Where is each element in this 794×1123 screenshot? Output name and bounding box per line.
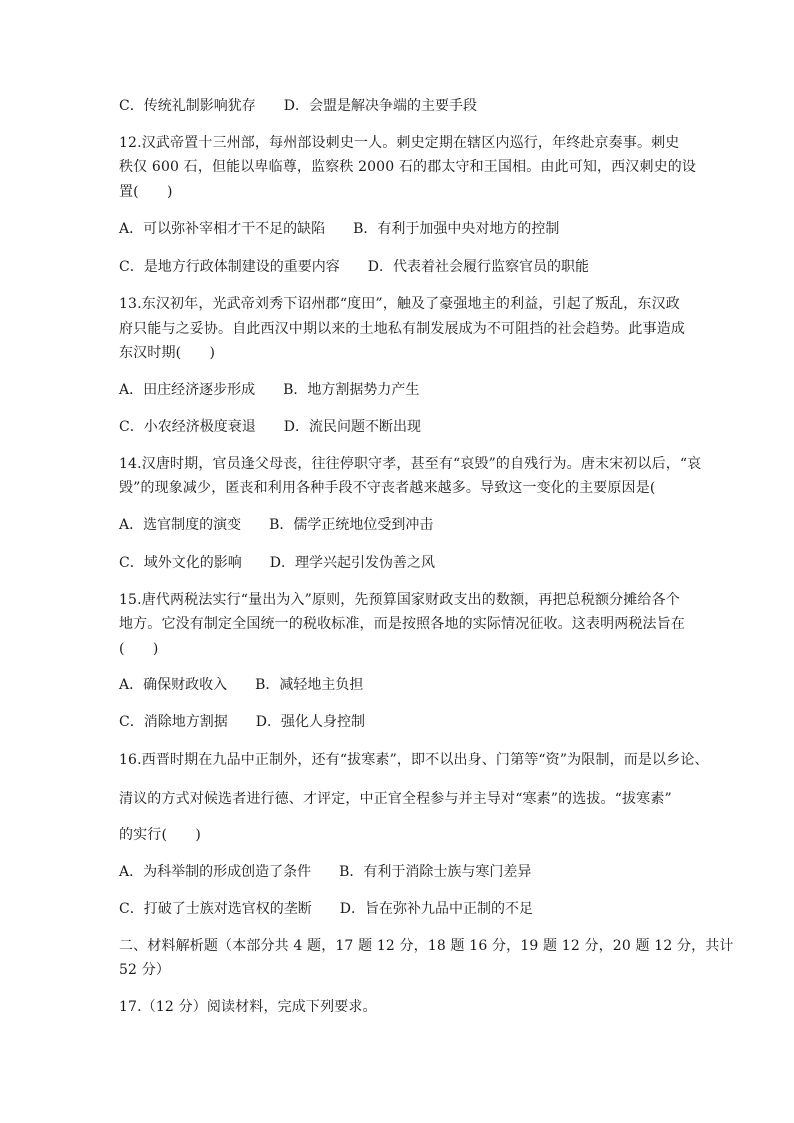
q12-options-ab	[119, 218, 679, 240]
q15-stem-line-2: 地方。它没有制定全国统一的税收标准，而是按照各地的实际情况征收。这表明两税法旨在	[119, 616, 685, 632]
q16-option-b: B．有利于消除士族与寒门差异	[339, 864, 532, 880]
q13-stem-line-3: 东汉时期( )	[119, 345, 216, 361]
q14-options-ab	[119, 514, 679, 536]
q14-option-a: A．选官制度的演变	[119, 517, 242, 533]
q16-stem-line-2: 清议的方式对候选者进行德、才评定，中正官全程参与并主导对“寒素”的选拔。“拔寒素”	[119, 791, 672, 807]
q16-option-c: C．打破了士族对选官权的垄断	[119, 901, 312, 917]
q15-option-c: C．消除地方割据	[119, 714, 228, 730]
q13-options-cd	[119, 416, 679, 438]
q13-options-ab	[119, 379, 679, 401]
q14-option-b: B．儒学正统地位受到冲击	[269, 517, 434, 533]
q12-stem-line-3: 置( )	[119, 184, 173, 200]
q12-option-a: A．可以弥补宰相才干不足的缺陷	[119, 221, 326, 237]
q15-option-d: D．强化人身控制	[255, 714, 365, 730]
q15-options-ab	[119, 674, 679, 696]
q15-options-cd	[119, 711, 679, 733]
q14-option-c: C．域外文化的影响	[119, 555, 242, 571]
q13-option-d: D．流民问题不断出现	[283, 419, 421, 435]
q16-stem-line-3: 的实行( )	[119, 827, 201, 843]
q15-option-a: A．确保财政收入	[119, 677, 228, 693]
q15-option-b: B．减轻地主负担	[255, 677, 364, 693]
q13-stem-line-1: 13.东汉初年，光武帝刘秀下诏州郡“度田”，触及了豪强地主的利益，引起了叛乱，东汉政	[119, 296, 680, 312]
q13-option-b: B．地方割据势力产生	[283, 382, 420, 398]
q12-option-d: D．代表着社会履行监察官员的职能	[367, 259, 589, 275]
q11-option-c: C．传统礼制影响犹存	[119, 98, 256, 114]
q16-options-ab	[119, 861, 679, 883]
section2-heading-line-1: 二、材料解析题（本部分共 4 题，17 题 12 分，18 题 16 分，19 题 12 分，20 题 12 分，共计	[119, 938, 734, 954]
q14-stem-line-1: 14.汉唐时期，官员逢父母丧，往往停职守孝，甚至有“哀毁”的自残行为。唐末宋初以后，“哀	[119, 456, 702, 472]
q13-option-a: A．田庄经济逐步形成	[119, 382, 256, 398]
q12-stem-line-1: 12.汉武帝置十三州部，每州部设刺史一人。刺史定期在辖区内巡行，年终赴京奏事。刺史	[119, 135, 680, 151]
q12-stem-line-2: 秩仅 600 石，但能以卑临尊，监察秩 2000 石的郡太守和王国相。由此可知，西汉刺史的设	[119, 159, 697, 175]
section2-heading-line-2: 52 分）	[119, 962, 171, 978]
q15-stem-line-3: ( )	[119, 641, 159, 657]
q17-stem: 17.（12 分）阅读材料，完成下列要求。	[119, 999, 377, 1015]
q14-options-cd	[119, 552, 679, 574]
q13-option-c: C．小农经济极度衰退	[119, 419, 256, 435]
q16-options-cd	[119, 898, 679, 920]
q14-option-d: D．理学兴起引发伪善之风	[269, 555, 435, 571]
q12-option-b: B．有利于加强中央对地方的控制	[353, 221, 560, 237]
q16-option-a: A．为科举制的形成创造了条件	[119, 864, 312, 880]
q16-stem-line-1: 16.西晋时期在九品中正制外，还有“拔寒素”，即不以出身、门第等“资”为限制，而是以乡论、	[119, 752, 709, 768]
q11-options-cd	[119, 95, 679, 117]
q16-option-d: D．旨在弥补九品中正制的不足	[339, 901, 533, 917]
q11-option-d: D．会盟是解决争端的主要手段	[283, 98, 477, 114]
q12-option-c: C．是地方行政体制建设的重要内容	[119, 259, 340, 275]
q12-options-cd	[119, 256, 679, 278]
q15-stem-line-1: 15.唐代两税法实行“量出为入”原则，先预算国家财政支出的数额，再把总税额分摊给各个	[119, 592, 680, 608]
q14-stem-line-2: 毁”的现象减少，匿丧和利用各种手段不守丧者越来越多。导致这一变化的主要原因是(	[119, 480, 656, 496]
q13-stem-line-2: 府只能与之妥协。自此西汉中期以来的土地私有制发展成为不可阻挡的社会趋势。此事造成	[119, 321, 685, 337]
